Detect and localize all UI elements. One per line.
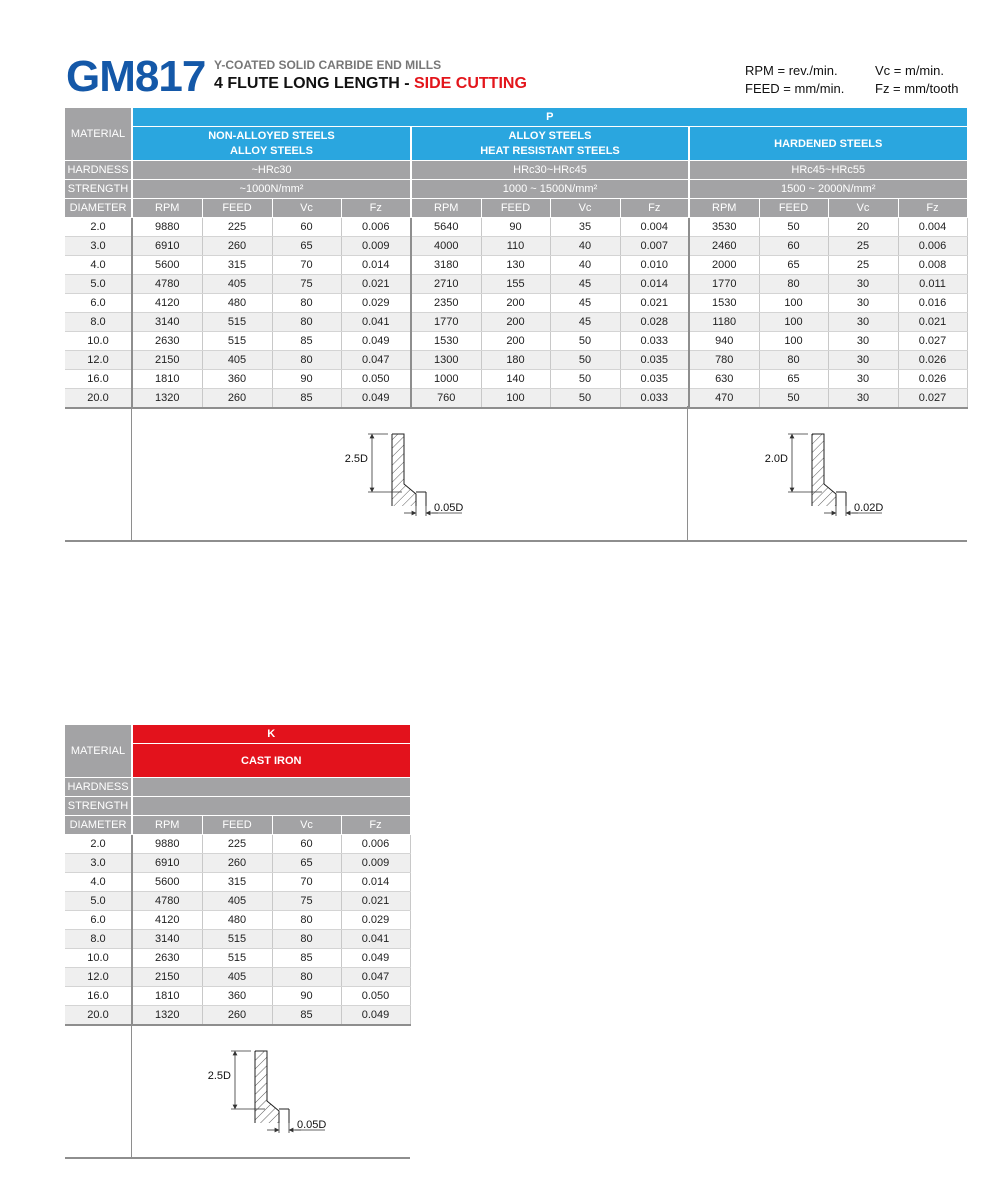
fz-cell: 0.027 bbox=[898, 389, 967, 409]
diameter-cell: 3.0 bbox=[65, 237, 132, 256]
col-fz: Fz bbox=[620, 199, 689, 218]
diameter-cell: 3.0 bbox=[65, 854, 132, 873]
diameter-cell: 8.0 bbox=[65, 930, 132, 949]
fz-cell: 0.049 bbox=[341, 332, 411, 351]
rpm-cell: 4000 bbox=[411, 237, 481, 256]
col-feed: FEED bbox=[202, 199, 272, 218]
vc-cell: 50 bbox=[550, 332, 620, 351]
feed-cell: 50 bbox=[759, 389, 828, 409]
diameter-cell: 20.0 bbox=[65, 1006, 132, 1026]
fz-cell: 0.004 bbox=[898, 218, 967, 237]
diameter-cell: 5.0 bbox=[65, 892, 132, 911]
col-rpm: RPM bbox=[689, 199, 759, 218]
depth-label: 2.5D bbox=[207, 1070, 231, 1082]
vc-cell: 35 bbox=[550, 218, 620, 237]
fz-cell: 0.029 bbox=[341, 911, 410, 930]
vc-cell: 80 bbox=[272, 968, 341, 987]
feed-cell: 200 bbox=[481, 332, 550, 351]
vc-cell: 80 bbox=[272, 930, 341, 949]
diameter-cell: 10.0 bbox=[65, 332, 132, 351]
rpm-cell: 2460 bbox=[689, 237, 759, 256]
rpm-cell: 1770 bbox=[689, 275, 759, 294]
col-feed: FEED bbox=[759, 199, 828, 218]
fz-cell: 0.050 bbox=[341, 987, 410, 1006]
rpm-cell: 1810 bbox=[132, 987, 202, 1006]
feed-cell: 180 bbox=[481, 351, 550, 370]
rpm-cell: 1530 bbox=[689, 294, 759, 313]
diameter-label: DIAMETER bbox=[65, 816, 132, 835]
legend-fz: Fz = mm/tooth bbox=[875, 81, 959, 96]
fz-cell: 0.021 bbox=[898, 313, 967, 332]
strength-group-3: 1500 ~ 2000N/mm² bbox=[689, 180, 967, 199]
vc-cell: 85 bbox=[272, 389, 341, 409]
diameter-cell: 5.0 bbox=[65, 275, 132, 294]
feed-cell: 260 bbox=[202, 1006, 272, 1026]
feed-cell: 405 bbox=[202, 351, 272, 370]
rpm-cell: 2150 bbox=[132, 968, 202, 987]
rpm-cell: 6910 bbox=[132, 237, 202, 256]
rpm-cell: 5600 bbox=[132, 873, 202, 892]
rpm-cell: 2710 bbox=[411, 275, 481, 294]
hardness-group-1: ~HRc30 bbox=[132, 161, 411, 180]
rpm-cell: 9880 bbox=[132, 835, 202, 854]
depth-of-cut-diagram bbox=[208, 1051, 327, 1133]
vc-cell: 50 bbox=[550, 389, 620, 409]
fz-cell: 0.041 bbox=[341, 930, 410, 949]
fz-cell: 0.050 bbox=[341, 370, 411, 389]
col-rpm: RPM bbox=[132, 199, 202, 218]
feed-cell: 360 bbox=[202, 370, 272, 389]
vc-cell: 45 bbox=[550, 275, 620, 294]
feed-cell: 315 bbox=[202, 256, 272, 275]
legend-rpm: RPM = rev./min. bbox=[745, 63, 838, 78]
product-title-highlight: SIDE CUTTING bbox=[414, 75, 527, 92]
vc-cell: 20 bbox=[828, 218, 898, 237]
vc-cell: 50 bbox=[550, 351, 620, 370]
feed-cell: 100 bbox=[481, 389, 550, 409]
diameter-cell: 16.0 bbox=[65, 987, 132, 1006]
rpm-cell: 5600 bbox=[132, 256, 202, 275]
fz-cell: 0.035 bbox=[620, 370, 689, 389]
fz-cell: 0.035 bbox=[620, 351, 689, 370]
vc-cell: 45 bbox=[550, 294, 620, 313]
rpm-cell: 1320 bbox=[132, 1006, 202, 1026]
rpm-cell: 1320 bbox=[132, 389, 202, 409]
feed-cell: 200 bbox=[481, 294, 550, 313]
rpm-cell: 2000 bbox=[689, 256, 759, 275]
feed-cell: 480 bbox=[202, 294, 272, 313]
vc-cell: 25 bbox=[828, 256, 898, 275]
material-group-2-line1: ALLOY STEELS bbox=[508, 129, 592, 142]
vc-cell: 60 bbox=[272, 835, 341, 854]
rpm-cell: 4780 bbox=[132, 275, 202, 294]
vc-cell: 80 bbox=[272, 294, 341, 313]
rpm-cell: 4780 bbox=[132, 892, 202, 911]
diameter-cell: 12.0 bbox=[65, 351, 132, 370]
vc-cell: 50 bbox=[550, 370, 620, 389]
legend-feed: FEED = mm/min. bbox=[745, 81, 845, 96]
material-label: MATERIAL bbox=[65, 108, 132, 161]
fz-cell: 0.028 bbox=[620, 313, 689, 332]
legend-vc: Vc = m/min. bbox=[875, 63, 944, 78]
rpm-cell: 1770 bbox=[411, 313, 481, 332]
vc-cell: 30 bbox=[828, 294, 898, 313]
fz-cell: 0.021 bbox=[341, 275, 411, 294]
fz-cell: 0.008 bbox=[898, 256, 967, 275]
fz-cell: 0.026 bbox=[898, 351, 967, 370]
vc-cell: 85 bbox=[272, 332, 341, 351]
feed-cell: 260 bbox=[202, 237, 272, 256]
rpm-cell: 4120 bbox=[132, 294, 202, 313]
vc-cell: 65 bbox=[272, 237, 341, 256]
fz-cell: 0.011 bbox=[898, 275, 967, 294]
fz-cell: 0.006 bbox=[341, 835, 410, 854]
feed-cell: 50 bbox=[759, 218, 828, 237]
fz-cell: 0.049 bbox=[341, 949, 410, 968]
rpm-cell: 940 bbox=[689, 332, 759, 351]
vc-cell: 80 bbox=[272, 313, 341, 332]
rpm-cell: 5640 bbox=[411, 218, 481, 237]
rpm-cell: 470 bbox=[689, 389, 759, 409]
strength-label: STRENGTH bbox=[65, 797, 132, 816]
fz-cell: 0.047 bbox=[341, 351, 411, 370]
fz-cell: 0.029 bbox=[341, 294, 411, 313]
width-label: 0.05D bbox=[297, 1119, 327, 1131]
rpm-cell: 3530 bbox=[689, 218, 759, 237]
fz-cell: 0.049 bbox=[341, 389, 411, 409]
rpm-cell: 1530 bbox=[411, 332, 481, 351]
fz-cell: 0.014 bbox=[620, 275, 689, 294]
rpm-cell: 4120 bbox=[132, 911, 202, 930]
vc-cell: 90 bbox=[272, 370, 341, 389]
col-fz: Fz bbox=[341, 199, 411, 218]
vc-cell: 30 bbox=[828, 332, 898, 351]
vc-cell: 40 bbox=[550, 237, 620, 256]
fz-cell: 0.014 bbox=[341, 873, 410, 892]
diameter-cell: 6.0 bbox=[65, 294, 132, 313]
iso-group-k: K bbox=[132, 725, 410, 744]
col-feed: FEED bbox=[202, 816, 272, 835]
fz-cell: 0.033 bbox=[620, 389, 689, 409]
fz-cell: 0.021 bbox=[620, 294, 689, 313]
vc-cell: 90 bbox=[272, 987, 341, 1006]
feed-cell: 260 bbox=[202, 854, 272, 873]
vc-cell: 30 bbox=[828, 351, 898, 370]
feed-cell: 90 bbox=[481, 218, 550, 237]
vc-cell: 70 bbox=[272, 256, 341, 275]
rpm-cell: 3140 bbox=[132, 930, 202, 949]
width-label: 0.05D bbox=[434, 502, 464, 514]
vc-cell: 30 bbox=[828, 370, 898, 389]
rpm-cell: 2150 bbox=[132, 351, 202, 370]
fz-cell: 0.049 bbox=[341, 1006, 410, 1026]
strength-label: STRENGTH bbox=[65, 180, 132, 199]
feed-cell: 360 bbox=[202, 987, 272, 1006]
feed-cell: 155 bbox=[481, 275, 550, 294]
col-fz: Fz bbox=[898, 199, 967, 218]
depth-label: 2.0D bbox=[764, 453, 788, 465]
feed-cell: 405 bbox=[202, 892, 272, 911]
vc-cell: 70 bbox=[272, 873, 341, 892]
vc-cell: 60 bbox=[272, 218, 341, 237]
feed-cell: 515 bbox=[202, 930, 272, 949]
rpm-cell: 1810 bbox=[132, 370, 202, 389]
vc-cell: 80 bbox=[272, 911, 341, 930]
rpm-cell: 2630 bbox=[132, 332, 202, 351]
vc-cell: 40 bbox=[550, 256, 620, 275]
feed-cell: 60 bbox=[759, 237, 828, 256]
iso-group-p: P bbox=[132, 108, 967, 127]
fz-cell: 0.021 bbox=[341, 892, 410, 911]
fz-cell: 0.033 bbox=[620, 332, 689, 351]
strength-group-1: ~1000N/mm² bbox=[132, 180, 411, 199]
model-number: GM817 bbox=[66, 52, 206, 101]
col-rpm: RPM bbox=[132, 816, 202, 835]
rpm-cell: 2630 bbox=[132, 949, 202, 968]
depth-of-cut-diagram bbox=[765, 434, 884, 516]
material-group-2-line2: HEAT RESISTANT STEELS bbox=[480, 144, 620, 157]
fz-cell: 0.027 bbox=[898, 332, 967, 351]
fz-cell: 0.014 bbox=[341, 256, 411, 275]
diameter-cell: 10.0 bbox=[65, 949, 132, 968]
rpm-cell: 1300 bbox=[411, 351, 481, 370]
feed-cell: 225 bbox=[202, 835, 272, 854]
fz-cell: 0.010 bbox=[620, 256, 689, 275]
rpm-cell: 760 bbox=[411, 389, 481, 409]
feed-cell: 405 bbox=[202, 275, 272, 294]
rpm-cell: 630 bbox=[689, 370, 759, 389]
rpm-cell: 780 bbox=[689, 351, 759, 370]
hardness-label: HARDNESS bbox=[65, 778, 132, 797]
feed-cell: 515 bbox=[202, 332, 272, 351]
product-title-main: 4 FLUTE LONG LENGTH - bbox=[214, 75, 414, 92]
rpm-cell: 3140 bbox=[132, 313, 202, 332]
fz-cell: 0.006 bbox=[898, 237, 967, 256]
fz-cell: 0.004 bbox=[620, 218, 689, 237]
rpm-cell: 1180 bbox=[689, 313, 759, 332]
fz-cell: 0.006 bbox=[341, 218, 411, 237]
fz-cell: 0.016 bbox=[898, 294, 967, 313]
vc-cell: 25 bbox=[828, 237, 898, 256]
rpm-cell: 3180 bbox=[411, 256, 481, 275]
rpm-cell: 2350 bbox=[411, 294, 481, 313]
width-label: 0.02D bbox=[854, 502, 884, 514]
feed-cell: 140 bbox=[481, 370, 550, 389]
vc-cell: 45 bbox=[550, 313, 620, 332]
hardness-label: HARDNESS bbox=[65, 161, 132, 180]
diameter-cell: 8.0 bbox=[65, 313, 132, 332]
hardness-group-3: HRc45~HRc55 bbox=[689, 161, 967, 180]
vc-cell: 75 bbox=[272, 892, 341, 911]
feed-cell: 200 bbox=[481, 313, 550, 332]
fz-cell: 0.009 bbox=[341, 237, 411, 256]
col-vc: Vc bbox=[272, 816, 341, 835]
feed-cell: 110 bbox=[481, 237, 550, 256]
fz-cell: 0.041 bbox=[341, 313, 411, 332]
vc-cell: 85 bbox=[272, 1006, 341, 1026]
hardness-group-2: HRc30~HRc45 bbox=[411, 161, 689, 180]
fz-cell: 0.047 bbox=[341, 968, 410, 987]
feed-cell: 515 bbox=[202, 949, 272, 968]
feed-cell: 80 bbox=[759, 275, 828, 294]
feed-cell: 80 bbox=[759, 351, 828, 370]
col-vc: Vc bbox=[550, 199, 620, 218]
vc-cell: 75 bbox=[272, 275, 341, 294]
feed-cell: 260 bbox=[202, 389, 272, 409]
product-subtitle: Y-COATED SOLID CARBIDE END MILLS bbox=[214, 58, 442, 72]
vc-cell: 65 bbox=[272, 854, 341, 873]
depth-of-cut-diagram bbox=[345, 434, 464, 516]
material-group-1-line1: NON-ALLOYED STEELS bbox=[208, 129, 335, 142]
diameter-cell: 6.0 bbox=[65, 911, 132, 930]
feed-cell: 100 bbox=[759, 294, 828, 313]
feed-cell: 315 bbox=[202, 873, 272, 892]
rpm-cell: 9880 bbox=[132, 218, 202, 237]
diameter-cell: 2.0 bbox=[65, 218, 132, 237]
col-vc: Vc bbox=[828, 199, 898, 218]
fz-cell: 0.009 bbox=[341, 854, 410, 873]
vc-cell: 85 bbox=[272, 949, 341, 968]
feed-cell: 405 bbox=[202, 968, 272, 987]
fz-cell: 0.026 bbox=[898, 370, 967, 389]
diameter-cell: 4.0 bbox=[65, 873, 132, 892]
diameter-cell: 16.0 bbox=[65, 370, 132, 389]
rpm-cell: 1000 bbox=[411, 370, 481, 389]
col-feed: FEED bbox=[481, 199, 550, 218]
material-group-3: HARDENED STEELS bbox=[689, 127, 967, 161]
feed-cell: 515 bbox=[202, 313, 272, 332]
diameter-cell: 20.0 bbox=[65, 389, 132, 409]
feed-cell: 65 bbox=[759, 370, 828, 389]
feed-cell: 100 bbox=[759, 332, 828, 351]
feed-cell: 65 bbox=[759, 256, 828, 275]
diameter-cell: 12.0 bbox=[65, 968, 132, 987]
feed-cell: 480 bbox=[202, 911, 272, 930]
material-group-1-line2: ALLOY STEELS bbox=[230, 144, 313, 157]
feed-cell: 225 bbox=[202, 218, 272, 237]
rpm-cell: 6910 bbox=[132, 854, 202, 873]
diameter-cell: 4.0 bbox=[65, 256, 132, 275]
feed-cell: 100 bbox=[759, 313, 828, 332]
depth-label: 2.5D bbox=[344, 453, 368, 465]
vc-cell: 30 bbox=[828, 313, 898, 332]
fz-cell: 0.007 bbox=[620, 237, 689, 256]
material-group-cast-iron: CAST IRON bbox=[132, 744, 410, 778]
col-vc: Vc bbox=[272, 199, 341, 218]
diameter-cell: 2.0 bbox=[65, 835, 132, 854]
col-fz: Fz bbox=[341, 816, 410, 835]
col-rpm: RPM bbox=[411, 199, 481, 218]
diameter-label: DIAMETER bbox=[65, 199, 132, 218]
material-label: MATERIAL bbox=[65, 725, 132, 778]
vc-cell: 80 bbox=[272, 351, 341, 370]
strength-group-2: 1000 ~ 1500N/mm² bbox=[411, 180, 689, 199]
vc-cell: 30 bbox=[828, 275, 898, 294]
feed-cell: 130 bbox=[481, 256, 550, 275]
vc-cell: 30 bbox=[828, 389, 898, 409]
